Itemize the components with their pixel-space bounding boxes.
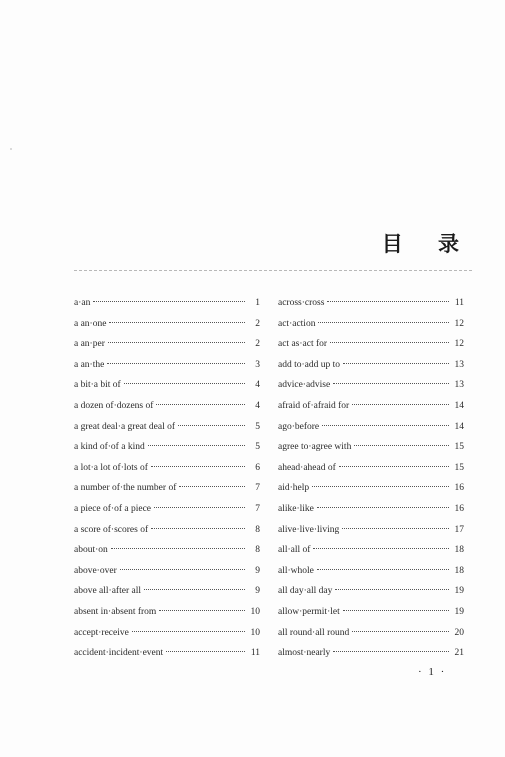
toc-entry-page: 19 [454,606,464,617]
dot-leader [339,466,449,467]
toc-entry[interactable] [278,458,464,479]
toc-entry-term: allow·permit·let [278,606,340,617]
toc-entry[interactable] [74,458,260,479]
dot-leader [156,404,245,405]
dot-leader [327,301,449,302]
dot-leader [352,404,449,405]
toc-entry[interactable] [278,334,464,355]
dot-leader [322,425,449,426]
toc-entry[interactable] [74,540,260,561]
toc-entry[interactable] [74,520,260,541]
toc-entry-term: almost·nearly [278,648,331,659]
dot-leader [124,383,245,384]
dot-leader [166,651,245,652]
toc-entry-page: 2 [255,339,260,350]
toc-entry-term: absent in·absent from [74,606,157,617]
page-title: 目 录 [381,232,473,256]
toc-entry-term: act·action [278,318,316,329]
toc-entry[interactable] [278,417,464,438]
toc-entry-page: 15 [454,442,464,453]
toc-entry-term: alike·like [278,503,314,514]
dot-leader [178,425,245,426]
toc-entry-page: 5 [255,421,260,432]
toc-entry-page: 14 [454,421,464,432]
toc-entry-page: 4 [255,400,260,411]
toc-entry-term: act as·act for [278,339,328,350]
toc-entry-term: alive·live·living [278,524,340,535]
toc-entry-page: 8 [255,545,260,556]
toc-entry[interactable] [74,375,260,396]
toc-entry[interactable] [74,623,260,644]
toc-entry-page: 17 [454,524,464,535]
toc-entry-page: 12 [454,339,464,350]
toc-entry-term: a bit·a bit of [74,380,121,391]
toc-entry-term: a kind of·of a kind [74,442,145,453]
dot-leader [144,589,245,590]
dot-leader [132,631,245,632]
toc-entry-term: a number of·the number of [74,483,177,494]
toc-entry[interactable] [74,499,260,520]
dot-leader [159,610,245,611]
toc-entry-term: about·on [74,545,108,556]
toc-entry-term: across·cross [278,298,325,308]
dot-leader [330,342,449,343]
toc-entry-page: 10 [250,606,260,617]
toc-entry-page: 15 [454,462,464,473]
dot-leader [343,363,449,364]
dot-leader [354,445,449,446]
dot-leader [179,486,245,487]
toc-entry[interactable] [278,396,464,417]
toc-entry[interactable] [74,581,260,602]
toc-entry-page: 18 [454,545,464,556]
toc-entry-page: 7 [255,503,260,514]
toc-entry-term: a score of·scores of [74,524,149,535]
toc-entry[interactable] [74,561,260,582]
toc-entry-term: a an·one [74,318,107,329]
toc-entry-term: all·whole [278,565,314,576]
scan-speck [10,148,12,150]
toc-entry-term: afraid of·afraid for [278,400,350,411]
toc-entry[interactable] [278,314,464,335]
toc-entry-page: 21 [454,648,464,659]
dot-leader [342,528,449,529]
toc-entry[interactable] [278,355,464,376]
toc-entry-page: 20 [454,627,464,638]
toc-entry-term: all round·all round [278,627,350,638]
dot-leader [107,363,245,364]
dot-leader [333,651,449,652]
dot-leader [108,342,245,343]
toc-entry-term: above·over [74,565,117,576]
toc-entry[interactable] [278,499,464,520]
toc-entry-term: a lot·a lot of·lots of [74,462,148,473]
toc-entry-term: a an·per [74,339,105,350]
toc-entry-term: a piece of·of a piece [74,503,152,514]
dot-leader [317,569,449,570]
toc-entry-page: 16 [454,483,464,494]
toc-entry[interactable] [74,314,260,335]
toc-entry[interactable] [74,602,260,623]
toc-entry[interactable] [278,375,464,396]
toc-entry[interactable] [278,478,464,499]
toc-entry-page: 11 [250,648,260,659]
toc-entry-page: 13 [454,359,464,370]
toc-entry-page: 8 [255,524,260,535]
toc-entry-term: accident·incident·event [74,648,164,659]
page-number: · 1 · [418,666,447,678]
toc-entry-page: 4 [255,380,260,391]
dot-leader [151,466,245,467]
toc-entry-term: above all·after all [74,586,141,597]
dot-leader [313,548,449,549]
toc-entry[interactable] [278,540,464,561]
dot-leader [312,486,449,487]
toc-entry-term: advice·advise [278,380,331,391]
toc-entry[interactable] [74,437,260,458]
toc-entry[interactable] [74,396,260,417]
toc-entry-page: 1 [255,298,260,308]
toc-entry[interactable] [74,334,260,355]
toc-entry[interactable] [278,623,464,644]
toc-entry[interactable] [74,355,260,376]
toc-entry-term: a dozen of·dozens of [74,400,154,411]
dot-leader [93,301,245,302]
toc-entry-page: 10 [250,627,260,638]
toc-entry-term: agree to·agree with [278,442,352,453]
toc-entry-term: a an·the [74,359,105,370]
dot-leader [111,548,245,549]
toc-entry-term: ahead·ahead of [278,462,336,473]
toc-entry[interactable] [278,561,464,582]
toc-entry-page: 14 [454,400,464,411]
dot-leader [109,322,245,323]
dot-leader [148,445,245,446]
toc-entry-page: 13 [454,380,464,391]
dot-leader [151,528,245,529]
dot-leader [318,322,449,323]
dot-leader [352,631,449,632]
title-rule [74,270,472,271]
toc-entry-term: accept·receive [74,627,129,638]
toc-entry-page: 9 [255,565,260,576]
toc-entry[interactable] [74,293,260,314]
toc-entry[interactable] [74,417,260,438]
toc-entry-term: all day·all day [278,586,333,597]
toc-entry[interactable] [278,293,464,314]
dot-leader [335,589,449,590]
toc-entry-term: a great deal·a great deal of [74,421,176,432]
toc-entry-page: 19 [454,586,464,597]
toc-entry-page: 9 [255,586,260,597]
toc-entry-page: 16 [454,503,464,514]
toc-entry-page: 6 [255,462,260,473]
dot-leader [343,610,449,611]
toc-entry[interactable] [278,581,464,602]
toc-entry-page: 7 [255,483,260,494]
toc-entry[interactable] [278,643,464,664]
toc-entry-term: aid·help [278,483,310,494]
toc-column-left [74,293,260,664]
toc-entry-page: 3 [255,359,260,370]
toc-entry-page: 18 [454,565,464,576]
toc-entry[interactable] [74,478,260,499]
toc-entry[interactable] [278,602,464,623]
toc-column-right [278,293,464,664]
toc-entry[interactable] [74,643,260,664]
toc-entry-page: 12 [454,318,464,329]
toc-entry[interactable] [278,520,464,541]
toc-entry-page: 11 [454,298,464,308]
dot-leader [317,507,449,508]
toc-entry-term: add to·add up to [278,359,341,370]
toc-entry-term: ago·before [278,421,320,432]
toc-entry-page: 2 [255,318,260,329]
toc-entry-term: a·an [74,298,91,308]
toc-entry[interactable] [278,437,464,458]
dot-leader [120,569,245,570]
toc-entry-term: all·all of [278,545,311,556]
toc-entry-page: 5 [255,442,260,453]
dot-leader [333,383,449,384]
dot-leader [154,507,245,508]
